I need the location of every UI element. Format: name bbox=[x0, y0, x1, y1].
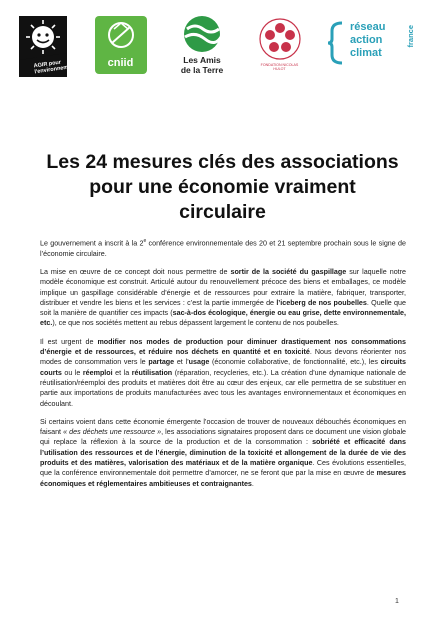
bold-run: modifier nos modes de production pour diminuer drastiquement nos consommations d’énergie et de ressources, et réduire nos déchets en quantité et en toxicité bbox=[40, 337, 406, 357]
paragraph-gaspillage bbox=[40, 267, 406, 329]
text-run: . Quelle que soit la manière de quantifier ces impacts ( bbox=[40, 298, 406, 318]
text-run: conférence environnementale des 20 et 21 septembre prochain sous le signe de l’économie circulaire. bbox=[40, 239, 406, 258]
text-run: Si certains voient dans cette économie émergente l’occasion de trouver de nouveaux débouchés économiques en faisant bbox=[40, 417, 406, 437]
rac-line1: réseau bbox=[350, 21, 386, 33]
text-run: ou le bbox=[61, 368, 83, 377]
text-run: et la bbox=[112, 368, 132, 377]
bold-run: réutilisation bbox=[131, 368, 173, 377]
paragraph-production bbox=[40, 337, 406, 409]
page-number: 1 bbox=[395, 598, 399, 605]
rac-line3: climat bbox=[350, 47, 382, 59]
text-run: Il est urgent de bbox=[40, 337, 98, 346]
text-run: La mise en œuvre de ce concept doit nous permettre de bbox=[40, 267, 231, 276]
paragraph-vision bbox=[40, 417, 406, 489]
paragraph-intro bbox=[40, 236, 406, 259]
bold-run: sac-à-dos écologique, énergie ou eau grise, dette environnementale, etc. bbox=[40, 309, 407, 328]
text-run: sur laquelle notre modèle économique est construit. Articulé autour du renouvellement précoce des biens et emballages, ce modèle implique un gaspillage considérable d’énergie et de ressources pour extraire la matière, fabriquer, transporter, distribuer et vendre les biens et les services : c’est la partie immergée de bbox=[40, 267, 406, 307]
page-title bbox=[20, 150, 425, 225]
fnh-label: FONDATION NICOLAS HULOT bbox=[260, 63, 299, 71]
text-run: . bbox=[251, 479, 254, 488]
text-run: . Ces évolutions essentielles, que la conférence environnementale doit permettre d’amorcer, ne se feront que par la mise en œuvre de bbox=[40, 459, 406, 478]
bold-run: réemploi bbox=[82, 368, 113, 377]
fondation-nicolas-hulot-logo bbox=[257, 15, 303, 75]
bold-run: l’iceberg de nos poubelles bbox=[276, 298, 367, 307]
title-line2: pour une économie vraiment bbox=[89, 176, 356, 198]
amis-de-la-terre-logo bbox=[173, 15, 231, 81]
superscript: e bbox=[143, 238, 147, 244]
amis-label-line2: de la Terre bbox=[180, 65, 224, 75]
italic-run: « des déchets une ressource » bbox=[63, 428, 162, 437]
bold-run: partage bbox=[148, 358, 175, 367]
bold-run: circuits courts bbox=[40, 358, 407, 377]
reseau-action-climat-logo bbox=[328, 21, 428, 65]
agir-logo bbox=[18, 15, 77, 77]
amis-label-line1: Les Amis bbox=[183, 55, 221, 65]
rac-bracket-icon bbox=[328, 21, 348, 65]
bold-run: mesures économiques et réglementaires ambitieuses et contraignantes bbox=[40, 469, 406, 488]
title-line1: Les 24 mesures clés des associations bbox=[46, 151, 399, 173]
bold-run: usage bbox=[188, 358, 210, 367]
text-run: (réparation, recycleries, etc.). La création d’une dynamique nationale de réutilisation/réemploi des produits et matières doit être au cœur des enjeux, car elle permettra de se substituer en partie aux importations de produits manufacturées avec tous les avantages environnementaux et économiques en découlant. bbox=[40, 368, 406, 408]
agir-label: AGIR pour l'environnement bbox=[33, 59, 77, 76]
document-body bbox=[40, 236, 406, 497]
text-run: , les associations signataires proposent dans ce document une vision globale qui replace la réflexion à la source de la production et de la consommation : bbox=[40, 428, 407, 447]
cniid-logo bbox=[94, 15, 148, 75]
text-run: ), ce que nos sociétés mettent au rebus dépassent largement le contenu de nos poubelles. bbox=[52, 319, 339, 328]
bold-run: sortir de la société du gaspillage bbox=[230, 267, 347, 276]
cniid-label: cniid bbox=[107, 57, 134, 69]
title-line3: circulaire bbox=[179, 201, 266, 223]
text-run: (économie collaborative, de fonctionnalité, etc.), les bbox=[209, 358, 381, 367]
text-run: Le gouvernement a inscrit à la 2 bbox=[40, 239, 144, 248]
text-run: et l’ bbox=[174, 358, 189, 367]
amis-globe-icon bbox=[173, 15, 231, 53]
bold-run: sobriété et efficacité dans l’utilisation des ressources et de l’énergie, diminution de la toxicité et allongement de la durée de vie des produits et des matières, valorisation des matériaux et de la matière organique bbox=[40, 438, 407, 468]
rac-side-label: france bbox=[406, 25, 415, 48]
amis-label bbox=[173, 55, 231, 75]
text-run: . Nous devons réorienter nos modes de consommation vers le bbox=[40, 348, 406, 367]
rac-line2: action bbox=[350, 34, 383, 46]
partner-logos bbox=[18, 15, 428, 81]
